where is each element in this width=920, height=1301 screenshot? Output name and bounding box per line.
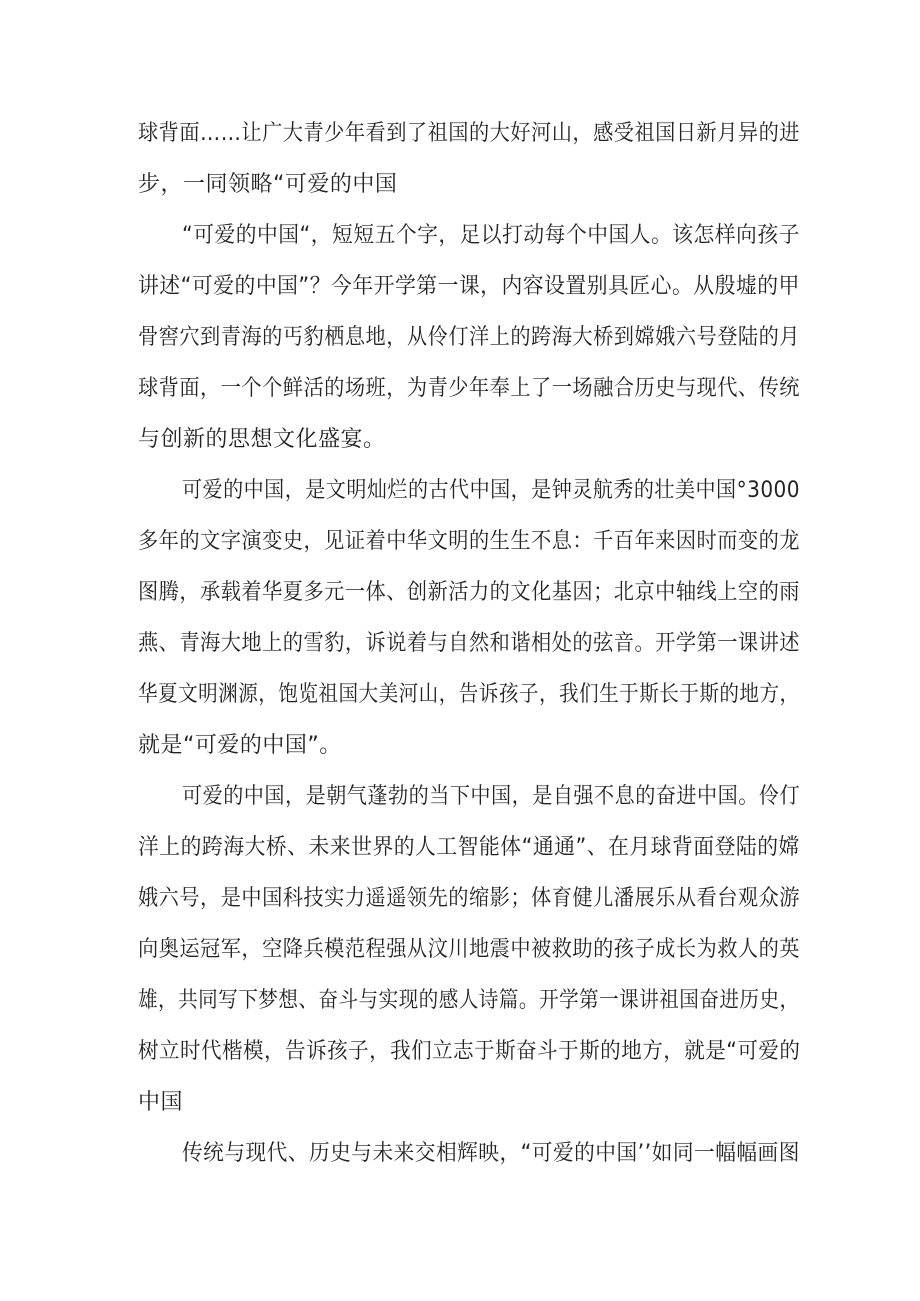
text-line: 雄，共同写下梦想、奋斗与实现的感人诗篇。开学第一课讲祖国奋进历史， (138, 988, 800, 1013)
text-line: 洋上的跨海大桥、未来世界的人工智能体“通通”、在月球背面登陆的嫦 (138, 835, 800, 860)
text-line: 骨窖穴到青海的丐豹栖息地，从伶仃洋上的跨海大桥到嫦娥六号登陆的月 (138, 325, 800, 350)
text-line: 向奥运冠军，空降兵模范程强从汶川地震中被救助的孩子成长为救人的英 (138, 937, 800, 962)
text-line: 球背面，一个个鲜活的场班，为青少年奉上了一场融合历史与现代、传统 (138, 376, 800, 401)
text-line: 步，一同领略“可爱的中国 (138, 172, 398, 197)
paragraph-first-line: 可爱的中国，是朝气蓬勃的当下中国，是自强不息的奋进中国。伶仃 (182, 784, 801, 809)
text-line: 多年的文字演变史，见证着中华文明的生生不息：千百年来因时而变的龙 (138, 529, 800, 554)
text-line: 就是“可爱的中国”。 (138, 733, 342, 758)
text-line: 与创新的思想文化盛宴。 (138, 427, 386, 452)
text-line: 娥六号，是中国科技实力遥遥领先的缩影；体育健儿潘展乐从看台观众游 (138, 886, 800, 911)
text-line: 华夏文明渊源，饱览祖国大美河山，告诉孩子，我们生于斯长于斯的地方， (138, 682, 800, 707)
text-line: 燕、青海大地上的雪豹，诉说着与自然和谐相处的弦音。开学第一课讲述 (138, 631, 800, 656)
text-line: 讲述“可爱的中国”？今年开学第一课，内容设置别具匠心。从殷墟的甲 (138, 274, 800, 299)
text-line: 图腾，承载着华夏多元一体、创新活力的文化基因；北京中轴线上空的雨 (138, 580, 800, 605)
paragraph-first-line: “可爱的中国“，短短五个字，足以打动每个中国人。该怎样向孩子 (182, 223, 800, 248)
text-line: 中国 (138, 1090, 184, 1115)
paragraph-first-line: 传统与现代、历史与未来交相辉映，“可爱的中国’’如同一幅幅画图 (182, 1141, 800, 1166)
text-line: 树立时代楷模，告诉孩子，我们立志于斯奋斗于斯的地方，就是“可爱的 (138, 1039, 801, 1064)
text-line: 球背面……让广大青少年看到了祖国的大好河山，感受祖国日新月异的进 (138, 121, 800, 146)
paragraph-first-line: 可爱的中国，是文明灿烂的古代中国，是钟灵航秀的壮美中国°3000 (182, 478, 801, 503)
